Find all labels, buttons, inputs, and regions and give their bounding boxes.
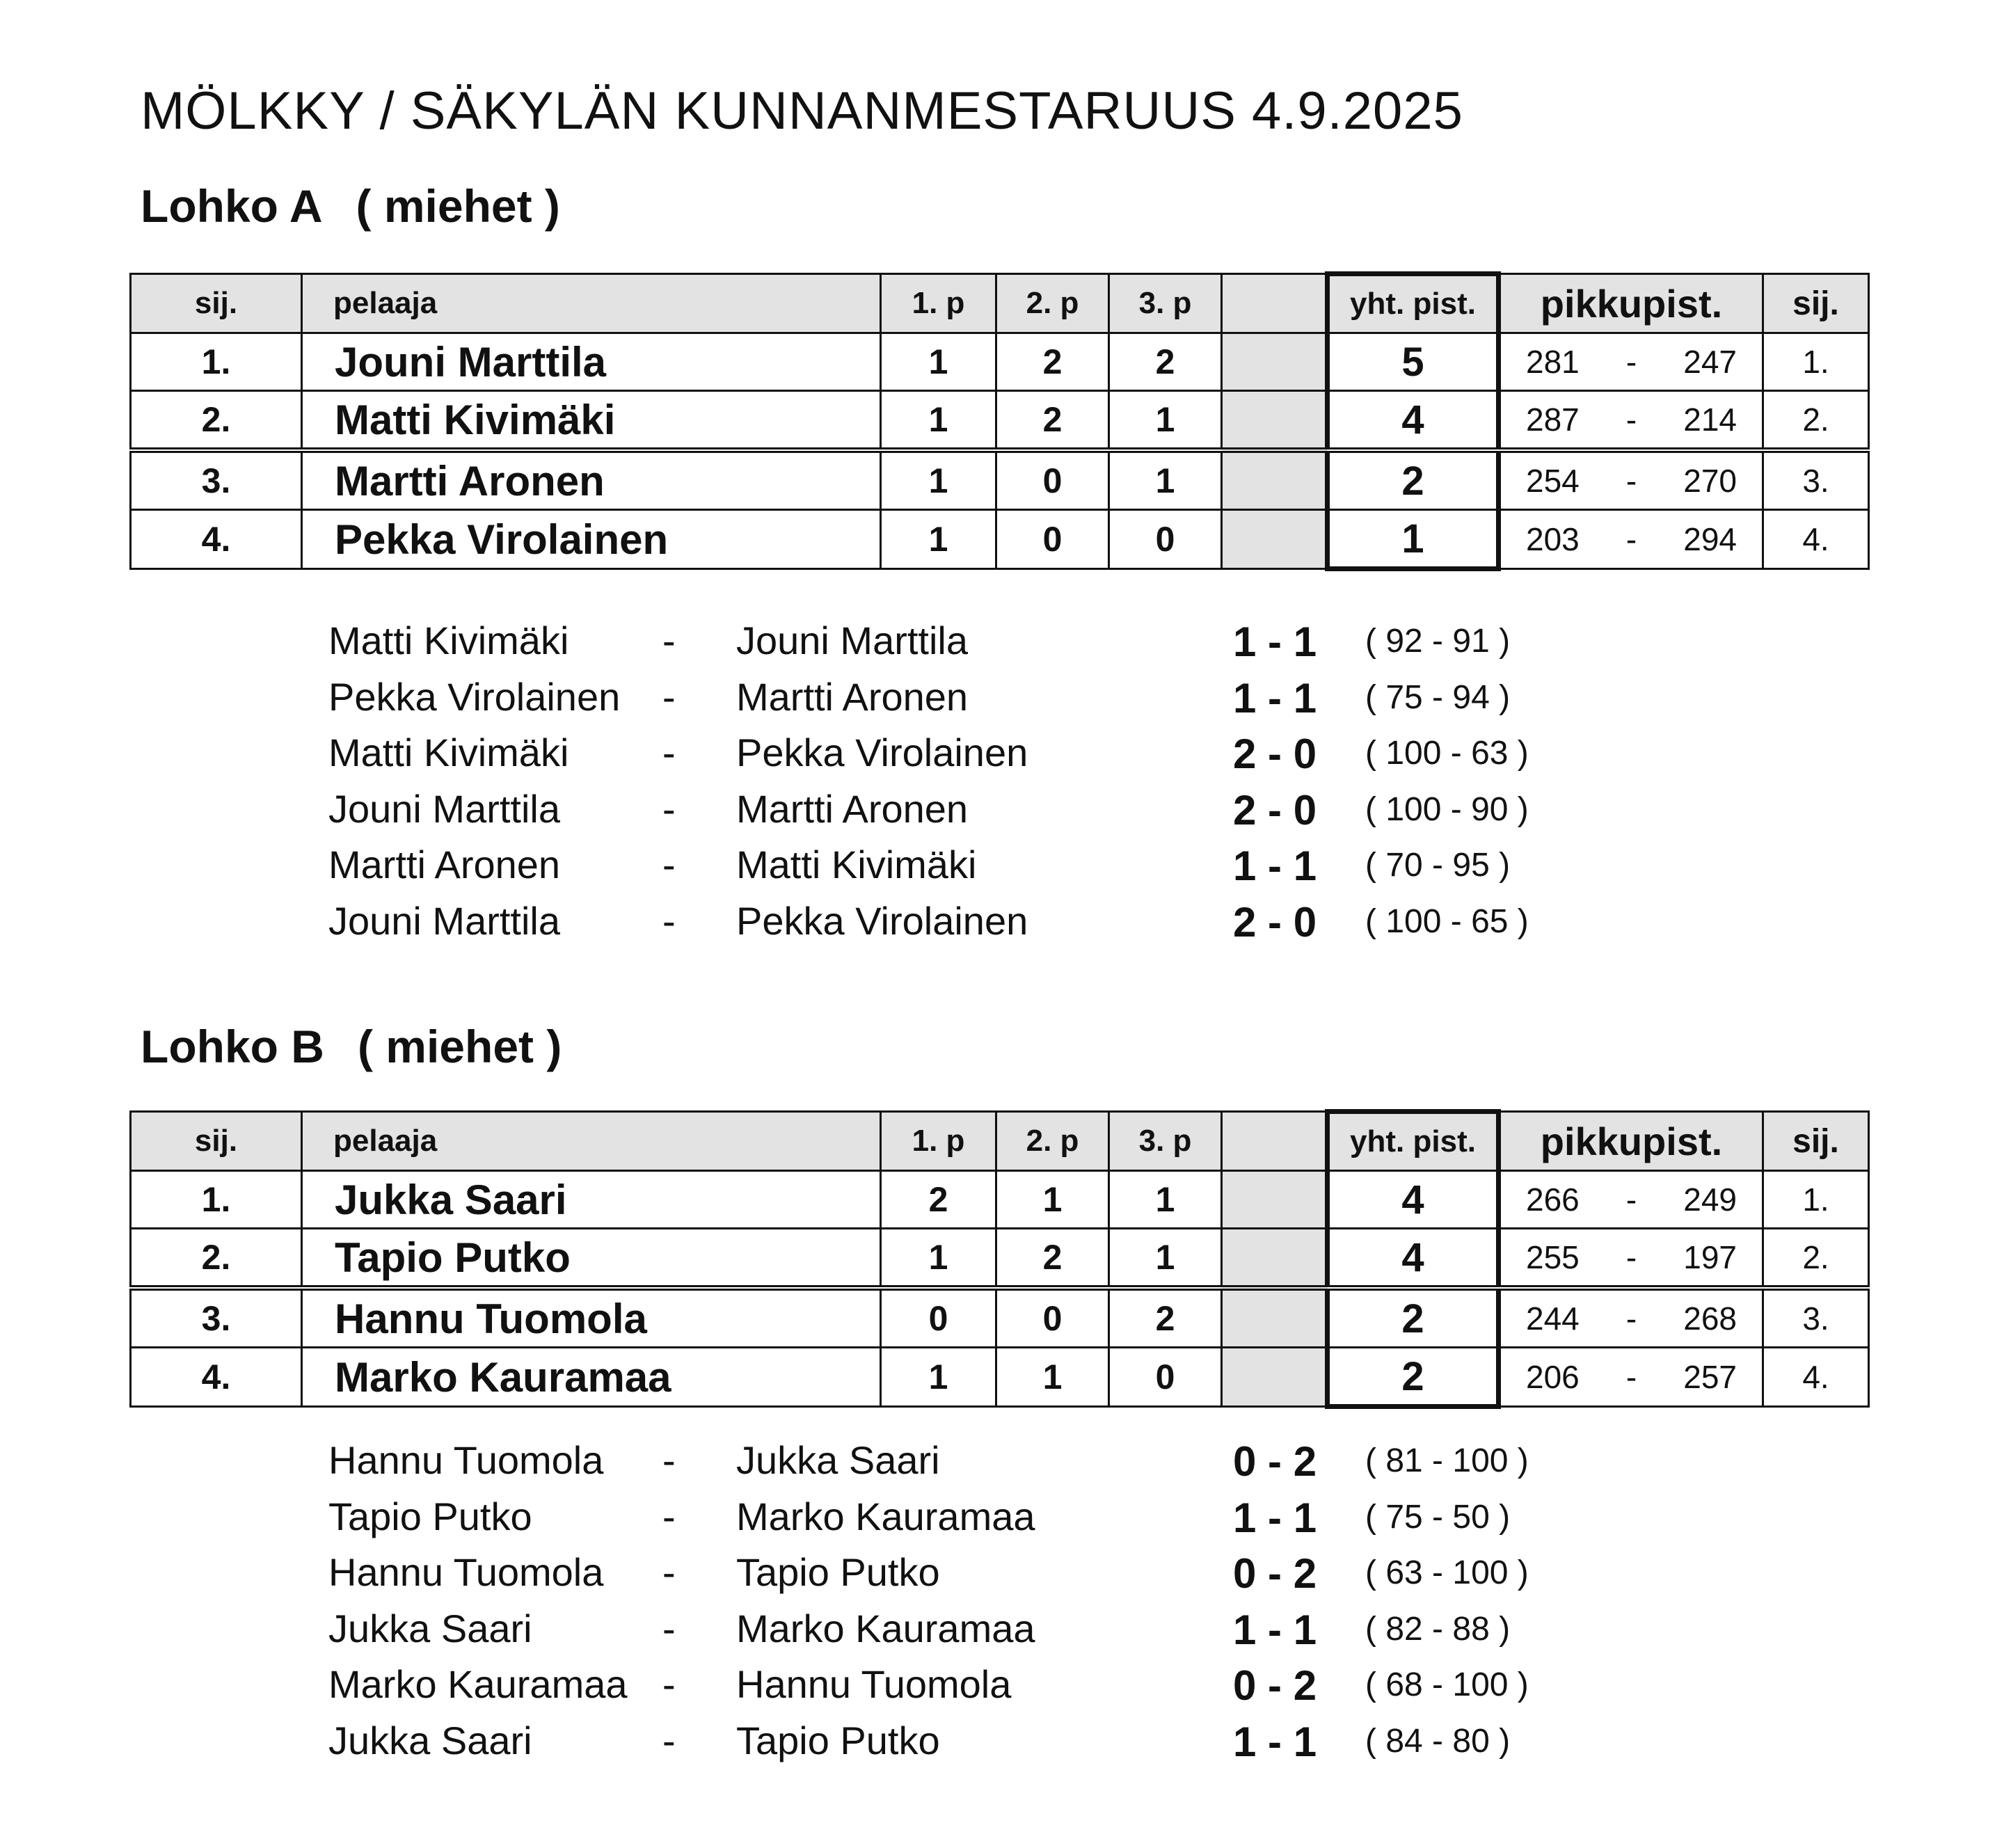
match-row (328, 674, 1581, 730)
blank-cell (1222, 391, 1328, 451)
player-name-cell: Marko Kauramaa (302, 1348, 881, 1407)
match-score: 0 - 2 (1233, 1662, 1317, 1710)
round-1-cell: 2 (881, 1171, 996, 1229)
standings-table-lohko-a (129, 271, 1870, 571)
table-row (131, 333, 1869, 391)
table-row (131, 1348, 1869, 1407)
player-name-cell: Jukka Saari (302, 1171, 881, 1229)
table-header-row (131, 274, 1869, 333)
rank-cell: 2. (131, 1229, 302, 1289)
total-points-cell: 5 (1328, 333, 1499, 391)
rank-2-cell: 3. (1763, 1288, 1869, 1348)
header-rank-2: sij. (1763, 274, 1869, 333)
round-1-cell: 1 (881, 391, 996, 451)
match-separator: - (662, 1494, 676, 1538)
header-total: yht. pist. (1328, 274, 1499, 333)
match-separator: - (662, 674, 676, 719)
header-blank (1222, 1112, 1328, 1171)
round-1-cell: 1 (881, 510, 996, 569)
match-player-b: Marko Kauramaa (736, 1606, 1035, 1650)
player-name-cell: Jouni Marttila (302, 333, 881, 391)
rank-cell: 4. (131, 1348, 302, 1407)
total-points-cell: 2 (1328, 1348, 1499, 1407)
points-against: 214 (1683, 401, 1737, 438)
small-points-cell (1499, 510, 1763, 569)
match-points: ( 92 - 91 ) (1365, 623, 1511, 660)
rank-2-cell: 2. (1763, 1229, 1869, 1289)
blank-cell (1222, 333, 1328, 391)
match-separator: - (662, 619, 676, 662)
round-2-cell: 2 (996, 333, 1109, 391)
header-round-1: 1. p (881, 1112, 996, 1171)
match-player-a: Martti Aronen (328, 843, 561, 887)
table-row (131, 1288, 1869, 1348)
header-round-3: 3. p (1109, 274, 1222, 333)
blank-cell (1222, 450, 1328, 510)
match-player-a: Marko Kauramaa (328, 1662, 628, 1707)
blank-cell (1222, 1229, 1328, 1289)
round-3-cell: 1 (1109, 391, 1222, 451)
round-2-cell: 1 (996, 1348, 1109, 1407)
points-separator: - (1625, 401, 1637, 438)
points-for: 287 (1526, 401, 1580, 438)
match-score: 1 - 1 (1233, 619, 1317, 665)
player-name-cell: Hannu Tuomola (302, 1288, 881, 1348)
points-for: 206 (1526, 1359, 1580, 1395)
total-points-cell: 4 (1328, 1229, 1499, 1289)
match-points: ( 100 - 90 ) (1365, 790, 1529, 828)
match-score: 1 - 1 (1233, 674, 1317, 722)
points-for: 266 (1526, 1181, 1580, 1218)
rank-2-cell: 3. (1763, 450, 1869, 510)
round-3-cell: 2 (1109, 333, 1222, 391)
points-separator: - (1625, 1239, 1637, 1275)
header-round-2: 2. p (996, 1112, 1109, 1171)
match-row (328, 786, 1581, 842)
header-round-1: 1. p (881, 274, 996, 333)
match-score: 2 - 0 (1233, 731, 1317, 778)
match-separator: - (662, 786, 676, 831)
rank-cell: 3. (131, 450, 302, 510)
points-for: 255 (1526, 1239, 1580, 1275)
points-against: 249 (1683, 1181, 1737, 1218)
match-points: ( 100 - 65 ) (1365, 903, 1529, 940)
round-2-cell: 1 (996, 1171, 1109, 1229)
rank-2-cell: 4. (1763, 510, 1869, 569)
points-against: 247 (1683, 344, 1737, 380)
match-player-b: Pekka Virolainen (736, 731, 1028, 775)
blank-cell (1222, 1171, 1328, 1229)
match-row (328, 1606, 1581, 1662)
round-1-cell: 0 (881, 1288, 996, 1348)
match-points: ( 63 - 100 ) (1365, 1554, 1529, 1592)
header-round-2: 2. p (996, 274, 1109, 333)
match-separator: - (662, 843, 676, 887)
round-1-cell: 1 (881, 1229, 996, 1289)
match-score: 1 - 1 (1233, 1719, 1317, 1765)
total-points-cell: 4 (1328, 391, 1499, 451)
match-points: ( 82 - 88 ) (1365, 1610, 1511, 1648)
small-points-cell (1499, 1229, 1763, 1289)
total-points-cell: 2 (1328, 1288, 1499, 1348)
header-small-points: pikkupist. (1499, 274, 1763, 333)
points-for: 281 (1526, 344, 1580, 380)
section-subtitle: ( miehet ) (356, 180, 560, 232)
small-points-cell (1499, 1288, 1763, 1348)
match-row (328, 618, 1581, 674)
points-against: 294 (1683, 521, 1737, 557)
section-heading-lohko-a (141, 180, 560, 232)
match-points: ( 75 - 94 ) (1365, 678, 1511, 716)
match-player-b: Pekka Virolainen (736, 899, 1028, 943)
match-separator: - (662, 1662, 676, 1707)
match-points: ( 84 - 80 ) (1365, 1723, 1511, 1760)
section-title: Lohko B (141, 1021, 324, 1072)
small-points-cell (1499, 1171, 1763, 1229)
match-player-a: Jukka Saari (328, 1606, 532, 1650)
match-row (328, 1550, 1581, 1605)
standings-table-lohko-b (129, 1109, 1870, 1409)
match-score: 1 - 1 (1233, 1494, 1317, 1541)
points-against: 257 (1683, 1359, 1737, 1395)
total-points-cell: 1 (1328, 510, 1499, 569)
header-rank: sij. (131, 274, 302, 333)
section-subtitle: ( miehet ) (357, 1021, 562, 1072)
match-score: 1 - 1 (1233, 843, 1317, 890)
match-separator: - (662, 1550, 676, 1595)
match-points: ( 70 - 95 ) (1365, 847, 1511, 884)
rank-2-cell: 4. (1763, 1348, 1869, 1407)
match-player-b: Matti Kivimäki (736, 843, 977, 887)
rank-2-cell: 1. (1763, 333, 1869, 391)
round-2-cell: 0 (996, 450, 1109, 510)
match-player-a: Jouni Marttila (328, 899, 561, 943)
player-name-cell: Tapio Putko (302, 1229, 881, 1289)
points-separator: - (1625, 521, 1637, 557)
match-separator: - (662, 899, 676, 943)
table-header-row (131, 1112, 1869, 1171)
header-rank-2: sij. (1763, 1112, 1869, 1171)
match-score: 2 - 0 (1233, 786, 1317, 834)
header-blank (1222, 274, 1328, 333)
match-row (328, 1437, 1581, 1493)
round-3-cell: 0 (1109, 1348, 1222, 1407)
match-player-b: Jouni Marttila (736, 619, 969, 662)
match-player-b: Tapio Putko (736, 1550, 940, 1595)
round-3-cell: 1 (1109, 1229, 1222, 1289)
blank-cell (1222, 510, 1328, 569)
match-separator: - (662, 1606, 676, 1650)
match-player-a: Hannu Tuomola (328, 1550, 604, 1595)
small-points-cell (1499, 391, 1763, 451)
match-player-a: Jouni Marttila (328, 786, 561, 831)
rank-cell: 1. (131, 333, 302, 391)
player-name-cell: Pekka Virolainen (302, 510, 881, 569)
header-rank: sij. (131, 1112, 302, 1171)
match-points: ( 81 - 100 ) (1365, 1442, 1529, 1479)
match-player-b: Marko Kauramaa (736, 1494, 1035, 1538)
match-player-b: Tapio Putko (736, 1719, 940, 1762)
total-points-cell: 2 (1328, 450, 1499, 510)
header-player: pelaaja (302, 1112, 881, 1171)
blank-cell (1222, 1348, 1328, 1407)
match-row (328, 1494, 1581, 1550)
points-against: 197 (1683, 1239, 1737, 1275)
match-row (328, 730, 1581, 786)
rank-cell: 4. (131, 510, 302, 569)
blank-cell (1222, 1288, 1328, 1348)
rank-cell: 1. (131, 1171, 302, 1229)
match-player-a: Jukka Saari (328, 1719, 532, 1762)
small-points-cell (1499, 450, 1763, 510)
match-score: 2 - 0 (1233, 899, 1317, 946)
rank-cell: 2. (131, 391, 302, 451)
table-row (131, 510, 1869, 569)
match-player-a: Matti Kivimäki (328, 619, 569, 662)
table-row (131, 1171, 1869, 1229)
section-heading-lohko-b (141, 1020, 562, 1073)
document-title: MÖLKKY / SÄKYLÄN KUNNANMESTARUUS 4.9.2025 (141, 81, 1463, 141)
match-player-a: Tapio Putko (328, 1494, 532, 1538)
points-for: 254 (1526, 463, 1580, 499)
match-separator: - (662, 1719, 676, 1762)
match-player-a: Pekka Virolainen (328, 674, 621, 719)
round-3-cell: 1 (1109, 450, 1222, 510)
round-3-cell: 2 (1109, 1288, 1222, 1348)
round-2-cell: 0 (996, 510, 1109, 569)
match-player-a: Matti Kivimäki (328, 731, 569, 775)
match-separator: - (662, 731, 676, 775)
match-player-b: Martti Aronen (736, 674, 969, 719)
points-for: 203 (1526, 521, 1580, 557)
player-name-cell: Martti Aronen (302, 450, 881, 510)
round-1-cell: 1 (881, 450, 996, 510)
match-row (328, 1718, 1581, 1774)
header-total: yht. pist. (1328, 1112, 1499, 1171)
match-score: 0 - 2 (1233, 1438, 1317, 1485)
match-player-b: Martti Aronen (736, 786, 969, 831)
match-player-b: Jukka Saari (736, 1438, 940, 1482)
round-2-cell: 2 (996, 391, 1109, 451)
points-separator: - (1625, 463, 1637, 499)
match-score: 1 - 1 (1233, 1606, 1317, 1653)
player-name-cell: Matti Kivimäki (302, 391, 881, 451)
match-points: ( 75 - 50 ) (1365, 1498, 1511, 1536)
small-points-cell (1499, 1348, 1763, 1407)
points-against: 270 (1683, 463, 1737, 499)
match-player-b: Hannu Tuomola (736, 1662, 1012, 1707)
match-row (328, 898, 1581, 954)
match-row (328, 842, 1581, 898)
round-2-cell: 0 (996, 1288, 1109, 1348)
match-points: ( 68 - 100 ) (1365, 1666, 1529, 1704)
match-separator: - (662, 1438, 676, 1482)
match-player-a: Hannu Tuomola (328, 1438, 604, 1482)
rank-2-cell: 2. (1763, 391, 1869, 451)
points-separator: - (1625, 344, 1637, 380)
points-for: 244 (1526, 1300, 1580, 1337)
points-separator: - (1625, 1181, 1637, 1218)
total-points-cell: 4 (1328, 1171, 1499, 1229)
header-round-3: 3. p (1109, 1112, 1222, 1171)
header-player: pelaaja (302, 274, 881, 333)
header-small-points: pikkupist. (1499, 1112, 1763, 1171)
small-points-cell (1499, 333, 1763, 391)
table-row (131, 450, 1869, 510)
points-separator: - (1625, 1359, 1637, 1395)
round-3-cell: 0 (1109, 510, 1222, 569)
match-score: 0 - 2 (1233, 1550, 1317, 1598)
match-row (328, 1662, 1581, 1717)
rank-2-cell: 1. (1763, 1171, 1869, 1229)
round-1-cell: 1 (881, 1348, 996, 1407)
table-row (131, 391, 1869, 451)
round-1-cell: 1 (881, 333, 996, 391)
rank-cell: 3. (131, 1288, 302, 1348)
points-against: 268 (1683, 1300, 1737, 1337)
round-2-cell: 2 (996, 1229, 1109, 1289)
section-title: Lohko A (141, 180, 323, 232)
match-points: ( 100 - 63 ) (1365, 735, 1529, 772)
points-separator: - (1625, 1300, 1637, 1337)
round-3-cell: 1 (1109, 1171, 1222, 1229)
table-row (131, 1229, 1869, 1289)
